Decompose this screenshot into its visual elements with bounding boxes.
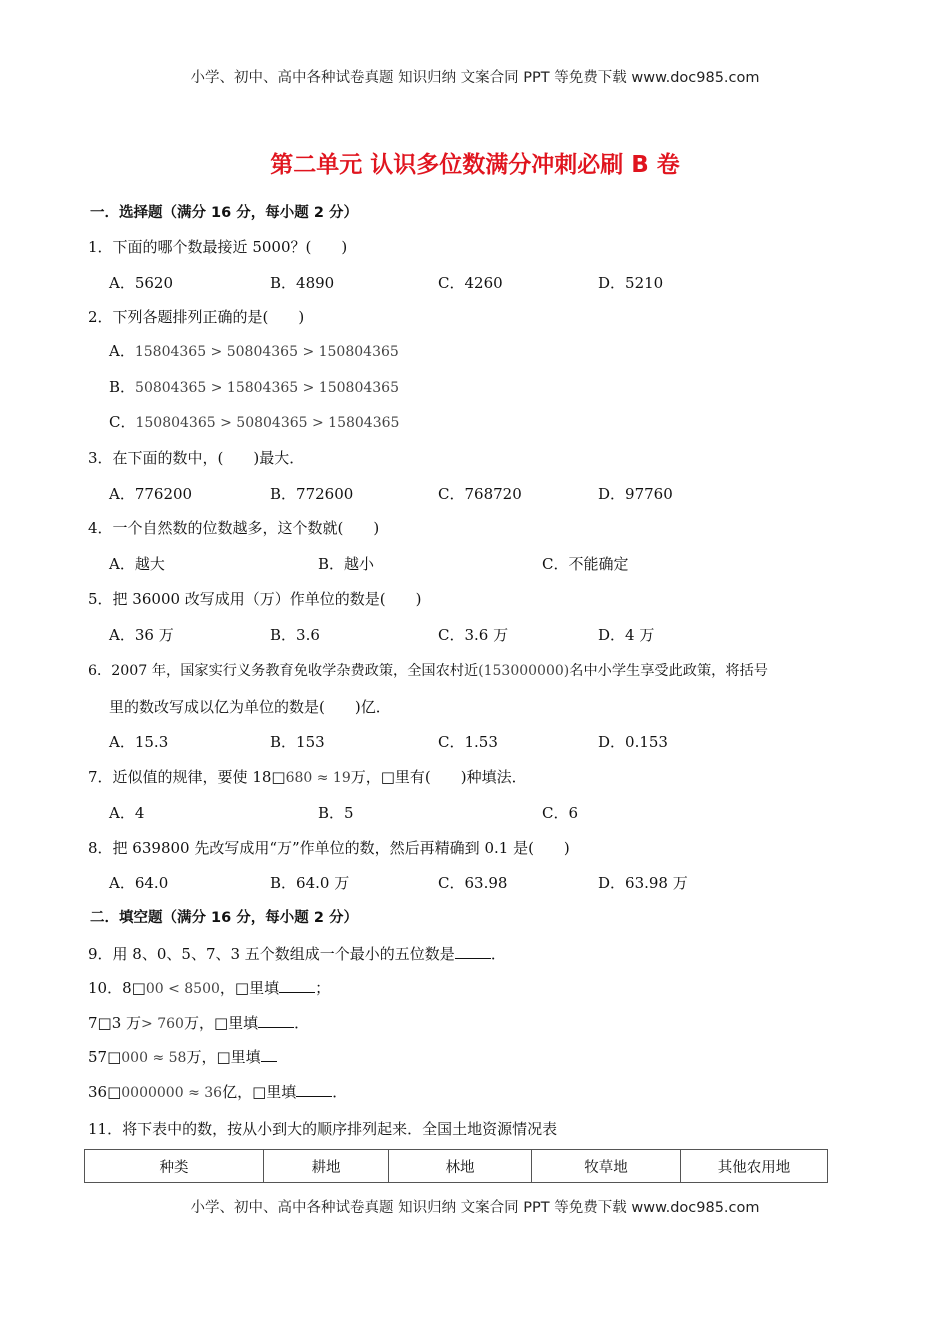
question-6-stem-line2: 里的数改写成以亿为单位的数是( )亿． [109,698,391,716]
stem-text: 万，□里有( )种填法． [350,768,527,786]
option-label: B． [109,378,136,396]
line-math: 00 < 8500 [145,981,220,997]
question-6-stem-line1 [88,661,768,681]
answer-blank[interactable] [296,1082,332,1097]
table-header-cell: 其他农用地 [681,1150,828,1183]
question-1-option-b: B．4890 [270,274,335,292]
question-2-option-b [109,377,399,398]
question-3-stem: 3．在下面的数中，( )最大． [88,449,305,467]
line-math: > 760 [141,1016,184,1032]
question-10-line3 [88,1047,277,1068]
question-5-stem: 5．把 36000 改写成用（万）作单位的数是( ) [88,590,422,608]
question-7-stem [88,767,527,788]
stem-text: 6．2007 年，国家实行义务教育免收学杂费政策，全国农村近 [88,663,479,679]
section-fill-heading: 二．填空题（满分 16 分，每小题 2 分） [90,910,358,926]
question-7-option-b: B．5 [318,804,354,822]
land-resources-table [84,1149,828,1183]
question-7-option-c: C．6 [542,804,579,822]
option-expression: 150804365 > 50804365 > 15804365 [135,415,400,431]
line-math: 000 ≈ 58 [121,1050,187,1066]
question-1-stem: 1．下面的哪个数最接近 5000？( ) [88,238,348,256]
question-2-stem: 2．下列各题排列正确的是( ) [88,308,305,326]
table-header-row [85,1150,828,1183]
question-2-option-c [109,412,399,433]
question-10-line1 [88,978,330,999]
question-4-option-b: B．越小 [318,555,375,573]
question-8-option-b: B．64.0 万 [270,874,350,892]
question-2-option-a [109,341,399,362]
question-8-option-d: D．63.98 万 [598,874,688,892]
question-4-option-a: A．越大 [109,555,165,573]
line-text: 36□ [88,1083,122,1101]
table-header-cell: 种类 [85,1150,264,1183]
table-header-cell: 林地 [389,1150,532,1183]
question-5-option-c: C．3.6 万 [438,626,509,644]
option-expression: 15804365 > 50804365 > 150804365 [134,344,399,360]
question-6-option-a: A．15.3 [109,733,169,751]
question-3-option-a: A．776200 [109,485,193,503]
question-10-line2 [88,1013,309,1034]
question-9 [88,944,506,964]
page-footer: 小学、初中、高中各种试卷真题 知识归纳 文案合同 PPT 等免费下载 www.doc985.com [190,1200,760,1216]
question-1-option-a: A．5620 [109,274,174,292]
question-end: ． [490,945,506,963]
line-text: 57□ [88,1048,122,1066]
question-4-stem: 4．一个自然数的位数越多，这个数就( ) [88,519,380,537]
line-end: ； [315,979,331,997]
answer-blank[interactable] [455,944,491,959]
answer-blank[interactable] [279,978,315,993]
question-3-option-b: B．772600 [270,485,354,503]
question-3-option-c: C．768720 [438,485,522,503]
question-1-option-c: C．4260 [438,274,503,292]
question-6-option-b: B．153 [270,733,325,751]
question-7-option-a: A．4 [109,804,145,822]
line-end: ． [332,1083,348,1101]
line-text: 万，□里填 [186,1048,261,1066]
line-text: 亿，□里填 [222,1083,297,1101]
option-expression: 50804365 > 15804365 > 150804365 [135,380,399,396]
table-header-cell: 耕地 [264,1150,389,1183]
question-3-option-d: D．97760 [598,485,673,503]
option-label: C． [109,413,136,431]
stem-text: 7．近似值的规律，要使 18□ [88,768,286,786]
answer-blank[interactable] [261,1047,277,1062]
line-end: ． [294,1014,310,1032]
line-text: ，□里填 [219,979,280,997]
question-8-option-a: A．64.0 [109,874,169,892]
question-8-stem: 8．把 639800 先改写成用“万”作单位的数，然后再精确到 0.1 是( ) [88,839,570,857]
question-6-option-c: C．1.53 [438,733,498,751]
line-text: 万，□里填 [183,1014,259,1032]
question-11-stem: 11．将下表中的数，按从小到大的顺序排列起来．全国土地资源情况表 [88,1120,558,1138]
line-text: 7□3 万 [88,1014,142,1032]
question-4-option-c: C．不能确定 [542,555,629,573]
question-5-option-d: D．4 万 [598,626,655,644]
question-1-option-d: D．5210 [598,274,664,292]
page-title: 第二单元 认识多位数满分冲刺必刷 B 卷 [270,152,680,178]
line-text: 10．8□ [88,979,146,997]
stem-math: 680 ≈ 19 [285,770,351,786]
question-5-option-a: A．36 万 [109,626,174,644]
answer-blank[interactable] [258,1013,294,1028]
question-6-option-d: D．0.153 [598,733,668,751]
section-choice-heading: 一．选择题（满分 16 分，每小题 2 分） [90,205,358,221]
table-header-cell: 牧草地 [532,1150,681,1183]
option-label: A． [109,342,135,360]
question-8-option-c: C．63.98 [438,874,508,892]
question-5-option-b: B．3.6 [270,626,320,644]
stem-number: (153000000) [478,663,570,679]
question-10-line4 [88,1082,347,1103]
question-text: 9．用 8、0、5、7、3 五个数组成一个最小的五位数是 [88,945,455,963]
stem-text: 名中小学生享受此政策，将括号 [569,663,768,679]
line-math: 0000000 ≈ 36 [121,1085,223,1101]
page-header: 小学、初中、高中各种试卷真题 知识归纳 文案合同 PPT 等免费下载 www.doc985.com [190,70,760,86]
